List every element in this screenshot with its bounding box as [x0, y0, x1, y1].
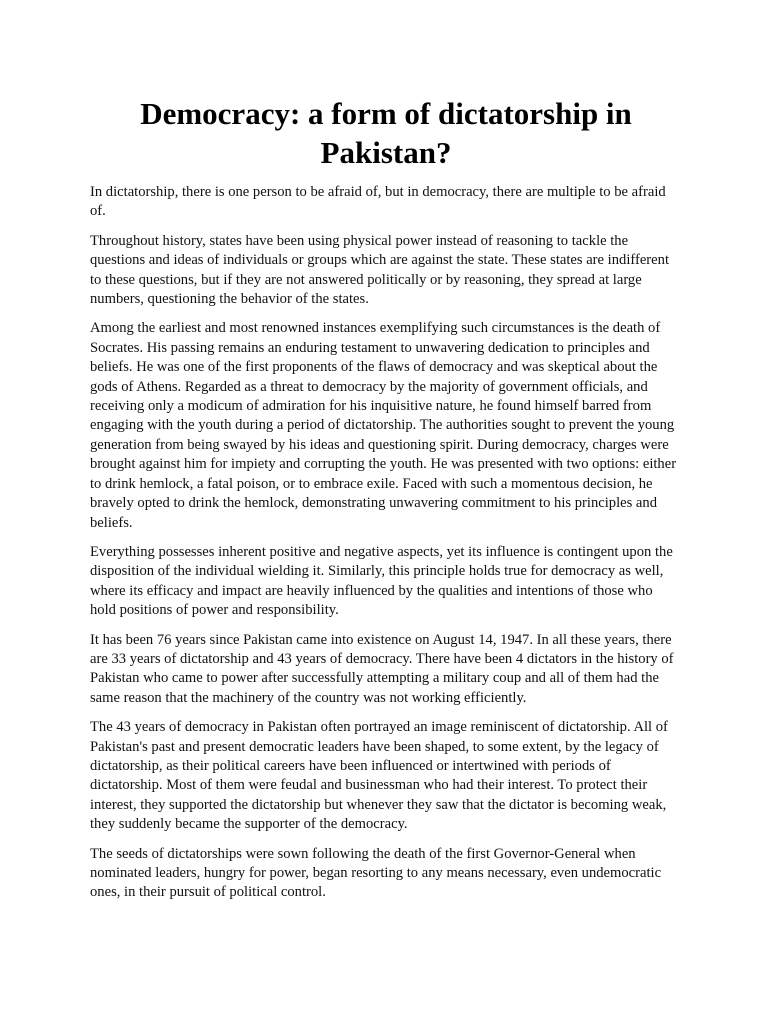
document-body — [90, 94, 682, 913]
paragraph: It has been 76 years since Pakistan came into existence on August 14, 1947. In all these years, there are 33 years of dictatorship and 43 years of democracy. There have been 4 dictators in the history of Pakistan who came to power after successfully attempting a military coup and all of them had the same reason that the machinery of the country was not working efficiently. — [90, 631, 674, 706]
paragraph: Among the earliest and most renowned instances exemplifying such circumstances is the death of Socrates. His passing remains an enduring testament to unwavering dedication to principles and beliefs. He was one of the first proponents of the flaws of democracy and was skeptical about the gods of Athens. Regarded as a threat to democracy by the majority of government officials, and receiving only a modicum of admiration for his inquisitive nature, he found himself barred from engaging with the youth during a period of dictatorship. The authorities sought to prevent the young generation from being swayed by his ideas and questioning spirit. During democracy, charges were brought against him for impiety and corrupting the youth. He was presented with two options: either to drink hemlock, a fatal poison, or to embrace exile. Faced with such a momentous decision, he bravely opted to drink the hemlock, demonstrating unwavering commitment to his principles and beliefs. — [90, 320, 677, 531]
paragraph: The 43 years of democracy in Pakistan often portrayed an image reminiscent of dictatorship. All of Pakistan's past and present democratic leaders have been shaped, to some extent, by the legacy of dictatorship, as their political careers have been influenced or intertwined with periods of dictatorship. Most of them were feudal and businessman who had their interest. To protect their interest, they supported the dictatorship but whenever they saw that the dictator is becoming weak, they suddenly became the supporter of the democracy. — [90, 719, 668, 833]
paragraph: The seeds of dictatorships were sown following the death of the first Governor-General when nominated leaders, hungry for power, began resorting to any means necessary, even undemocratic ones, in their pursuit of political control. — [90, 845, 662, 901]
paragraph: Throughout history, states have been using physical power instead of reasoning to tackle the questions and ideas of individuals or groups which are against the state. These states are indifferent to these questions, but if they are not answered politically or by reasoning, they spread at large numbers, questioning the behavior of the states. — [90, 232, 669, 308]
document-title: Democracy: a form of dictatorship in Pakistan? — [140, 96, 632, 170]
paragraph: In dictatorship, there is one person to be afraid of, but in democracy, there are multiple to be afraid of. — [90, 184, 666, 220]
paragraph: Everything possesses inherent positive and negative aspects, yet its influence is contingent upon the disposition of the individual wielding it. Similarly, this principle holds true for democracy as well, where its efficacy and impact are heavily influenced by the qualities and intentions of those who hold positions of power and responsibility. — [90, 543, 673, 619]
